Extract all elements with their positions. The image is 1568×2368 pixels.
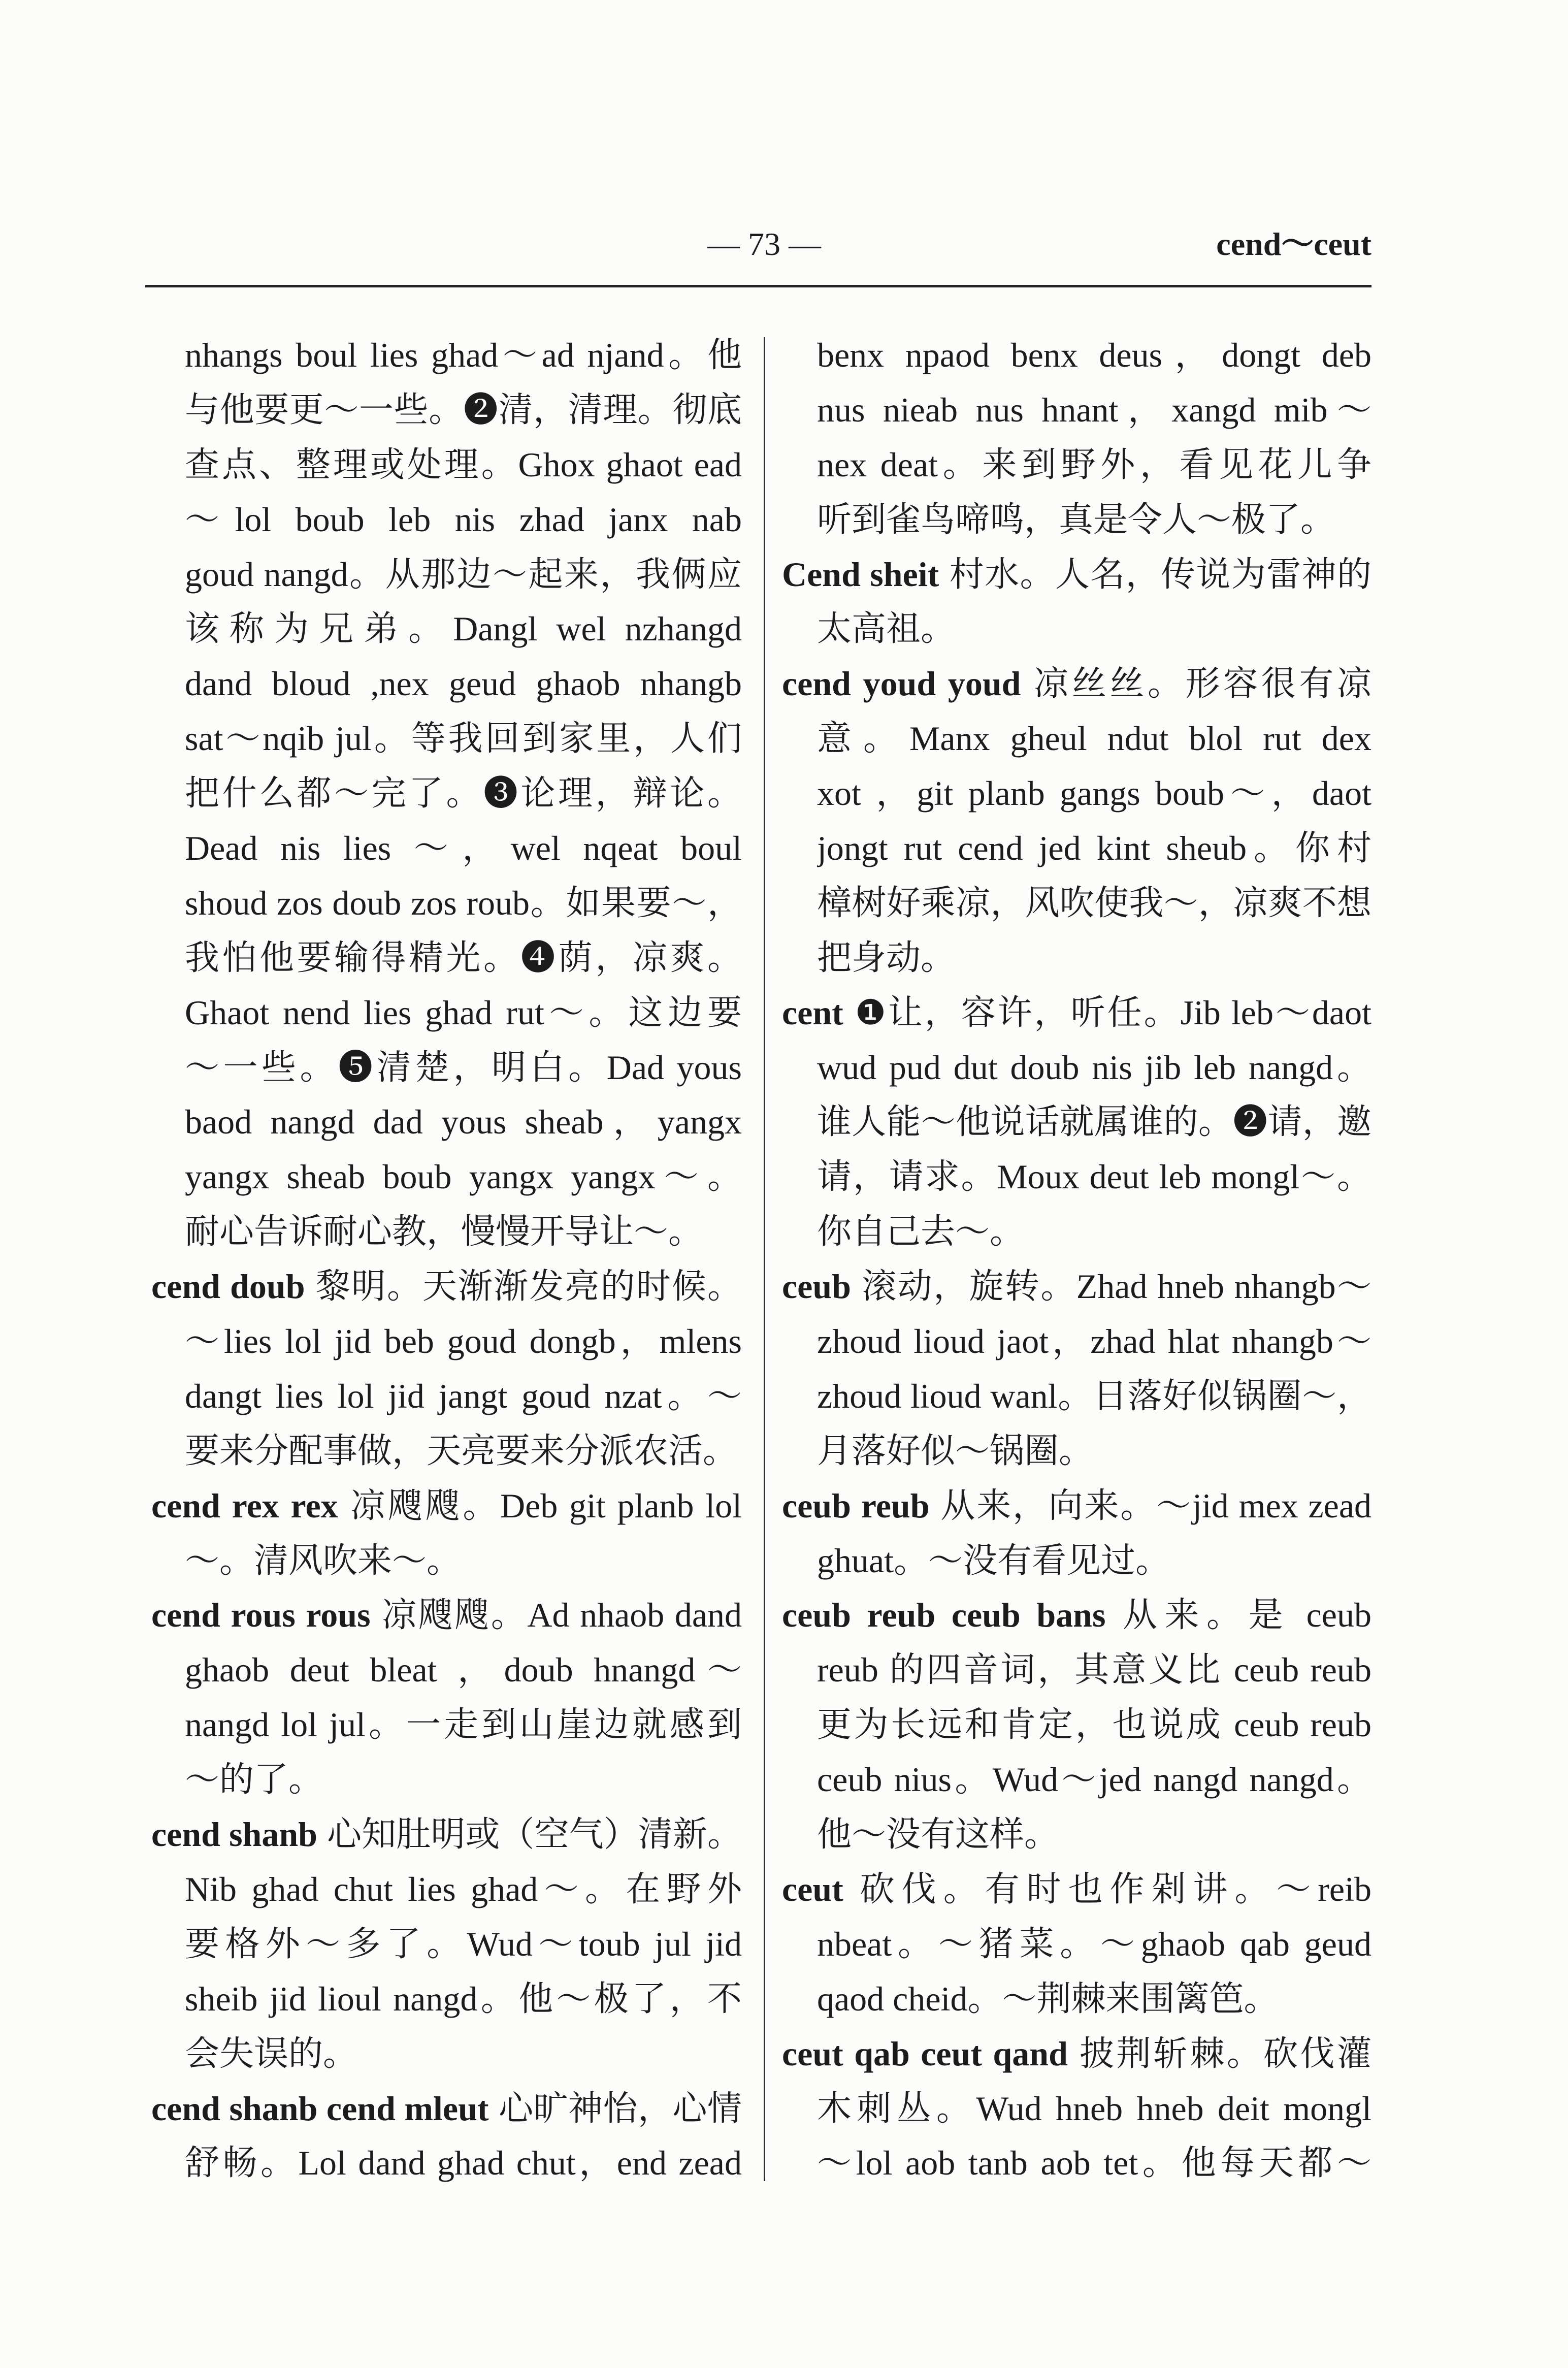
entry-line bbox=[817, 438, 1371, 493]
entry-line bbox=[185, 1534, 742, 1588]
entry-line bbox=[817, 1643, 1371, 1698]
entry-text: ghuat。～没有看见过。 bbox=[817, 1541, 1170, 1580]
entry-line bbox=[817, 1972, 1371, 2027]
entry-text: 把什么都～完了。❸论理，辩论。 bbox=[185, 774, 742, 813]
dictionary-entry bbox=[151, 1588, 742, 1807]
entry-line bbox=[782, 547, 1371, 602]
entry-line bbox=[185, 821, 742, 876]
entry-text: 村水。人名，传说为雷神的 bbox=[949, 555, 1371, 594]
entry-line bbox=[185, 2136, 742, 2191]
dictionary-entry bbox=[817, 328, 1371, 547]
entry-line bbox=[185, 876, 742, 931]
entry-text: sheib jid lioul nangd。他～极了，不 bbox=[185, 1979, 742, 2018]
entry-headword: cend rous rous bbox=[151, 1596, 371, 1635]
entry-line bbox=[185, 493, 742, 547]
column-right bbox=[782, 328, 1371, 2191]
entry-text: ghaob deut bleat ，doub hnangd～ bbox=[185, 1650, 742, 1690]
entry-line bbox=[185, 1150, 742, 1205]
column-left bbox=[151, 328, 742, 2191]
entry-text: xot ，git planb gangs boub～，daot bbox=[817, 774, 1371, 813]
entry-line bbox=[817, 1314, 1371, 1369]
entry-text: nhangs boul lies ghad～ad njand。他 bbox=[185, 336, 742, 374]
entry-text: qaod cheid。～荆棘来围篱笆。 bbox=[817, 1979, 1279, 2018]
entry-line bbox=[817, 931, 1371, 986]
entry-line bbox=[151, 1807, 742, 1862]
entry-line bbox=[817, 383, 1371, 438]
entry-line bbox=[782, 1259, 1371, 1314]
entry-text: 听到雀鸟啼鸣，真是令人～极了。 bbox=[817, 500, 1335, 539]
entry-headword: cent bbox=[782, 993, 843, 1032]
entry-text: 更为长远和肯定，也说成 ceub reub bbox=[817, 1705, 1371, 1744]
entry-line bbox=[817, 493, 1371, 547]
dictionary-entry bbox=[782, 986, 1371, 1259]
entry-headword: cend doub bbox=[151, 1267, 305, 1306]
entry-headword: ceut qab ceut qand bbox=[782, 2034, 1068, 2073]
entry-line bbox=[185, 986, 742, 1041]
entry-line bbox=[817, 1041, 1371, 1095]
entry-line bbox=[185, 657, 742, 711]
entry-text: 砍伐。有时也作剁讲。～reib bbox=[853, 1869, 1371, 1908]
dictionary-entry bbox=[151, 2082, 742, 2191]
entry-line bbox=[185, 1424, 742, 1479]
entry-text: 查点、整理或处理。Ghox ghaot ead bbox=[185, 445, 742, 484]
entry-line bbox=[782, 2027, 1371, 2082]
entry-headword: ceub reub bbox=[782, 1486, 930, 1525]
entry-line bbox=[151, 1588, 742, 1643]
entry-text: ～lies lol jid beb goud dongb，mlens bbox=[185, 1322, 742, 1361]
entry-text: ～lol aob tanb aob tet。他每天都～ bbox=[817, 2144, 1371, 2183]
column-divider bbox=[764, 337, 765, 2181]
entry-line bbox=[185, 1753, 742, 1807]
dictionary-entry bbox=[151, 1807, 742, 2081]
dictionary-entry bbox=[782, 1259, 1371, 1479]
entry-text: sat～nqib jul。等我回到家里，人们 bbox=[185, 719, 742, 758]
entry-line bbox=[185, 438, 742, 493]
entry-line bbox=[817, 1698, 1371, 1753]
entry-text: ceub nius。Wud～jed nangd nangd。 bbox=[817, 1760, 1371, 1799]
entry-text: 凉飕飕。Ad nhaob dand bbox=[380, 1596, 742, 1635]
entry-text: 意。Manx gheul ndut blol rut dex bbox=[817, 719, 1371, 758]
entry-text: 从来。是 ceub bbox=[1115, 1596, 1371, 1635]
header-rule bbox=[145, 285, 1371, 287]
entry-text: 月落好似～锅圈。 bbox=[817, 1431, 1094, 1470]
entry-text: benx npaod benx deus，dongt deb bbox=[817, 336, 1371, 374]
entry-line bbox=[185, 328, 742, 383]
entry-headword: ceub bbox=[782, 1267, 851, 1306]
entry-text: 会失误的。 bbox=[185, 2034, 358, 2073]
entry-text: 木刺丛。Wud hneb hneb deit mongl bbox=[817, 2089, 1371, 2128]
entry-text: ❶让，容许，听任。Jib leb～daot bbox=[853, 993, 1371, 1032]
entry-text: wud pud dut doub nis jib leb nangd。 bbox=[817, 1048, 1371, 1087]
entry-line bbox=[782, 657, 1371, 711]
entry-text: 从来，向来。～jid mex zead bbox=[939, 1486, 1371, 1525]
entry-text: dand bloud ,nex geud ghaob nhangb bbox=[185, 664, 742, 703]
entry-line bbox=[185, 1862, 742, 1917]
entry-headword: cend youd youd bbox=[782, 664, 1021, 703]
entry-text: nangd lol jul。一走到山崖边就感到 bbox=[185, 1705, 742, 1744]
entry-text: 心旷神怡，心情 bbox=[498, 2089, 742, 2128]
entry-line bbox=[817, 328, 1371, 383]
entry-text: 该称为兄弟。Dangl wel nzhangd bbox=[185, 609, 742, 648]
running-head: cend～ceut bbox=[1216, 226, 1371, 262]
entry-line bbox=[185, 766, 742, 821]
entry-text: zhoud lioud jaot，zhad hlat nhangb～ bbox=[817, 1322, 1371, 1361]
entry-text: 你自己去～。 bbox=[817, 1212, 1025, 1251]
entry-line bbox=[817, 1369, 1371, 1424]
dictionary-entry bbox=[782, 1862, 1371, 2027]
entry-line bbox=[817, 1205, 1371, 1259]
entry-text: dangt lies lol jid jangt goud nzat。～ bbox=[185, 1376, 742, 1415]
entry-text: 太高祖。 bbox=[817, 609, 956, 648]
entry-text: 舒畅。Lol dand ghad chut，end zead bbox=[185, 2144, 742, 2183]
entry-line bbox=[782, 986, 1371, 1041]
dictionary-entry bbox=[151, 1479, 742, 1588]
entry-text: ～一些。❺清楚，明白。Dad yous bbox=[185, 1048, 742, 1087]
entry-text: yangx sheab boub yangx yangx～。 bbox=[185, 1157, 742, 1196]
entry-headword: ceut bbox=[782, 1869, 843, 1908]
dictionary-entry bbox=[782, 2027, 1371, 2191]
entry-line bbox=[817, 1150, 1371, 1205]
entry-line bbox=[185, 1041, 742, 1095]
entry-text: 凉丝丝。形容很有凉 bbox=[1030, 664, 1371, 703]
entry-text: 心知肚明或（空气）清新。 bbox=[327, 1815, 742, 1854]
entry-line bbox=[817, 876, 1371, 931]
entry-line bbox=[817, 821, 1371, 876]
entry-line bbox=[817, 2136, 1371, 2191]
entry-line bbox=[782, 1588, 1371, 1643]
entry-text: goud nangd。从那边～起来，我俩应 bbox=[185, 555, 742, 594]
entry-text: jongt rut cend jed kint sheub。你村 bbox=[817, 829, 1371, 868]
entry-line bbox=[817, 1917, 1371, 1972]
entry-text: shoud zos doub zos roub。如果要～， bbox=[185, 883, 742, 922]
entry-text: nus nieab nus hnant，xangd mib～ bbox=[817, 390, 1371, 429]
entry-line bbox=[817, 1424, 1371, 1479]
entry-text: nbeat。～猪菜。～ghaob qab geud bbox=[817, 1924, 1371, 1963]
entry-headword: cend shanb cend mleut bbox=[151, 2089, 489, 2128]
entry-text: 把身动。 bbox=[817, 938, 956, 977]
entry-text: 黎明。天渐渐发亮的时候。 bbox=[314, 1267, 742, 1306]
entry-line bbox=[185, 2027, 742, 2082]
entry-line bbox=[185, 1643, 742, 1698]
entry-text: 请，请求。Moux deut leb mongl～。 bbox=[817, 1157, 1371, 1196]
entry-text: Nib ghad chut lies ghad～。在野外 bbox=[185, 1869, 742, 1908]
entry-line bbox=[185, 931, 742, 986]
entry-text: ～。清风吹来～。 bbox=[185, 1541, 462, 1580]
entry-text: 谁人能～他说话就属谁的。❷请，邀 bbox=[817, 1102, 1371, 1142]
dictionary-entry bbox=[782, 657, 1371, 985]
entry-line bbox=[782, 1862, 1371, 1917]
entry-text: 凉飕飕。Deb git planb lol bbox=[347, 1486, 742, 1525]
entry-text: Dead nis lies ～，wel nqeat boul bbox=[185, 829, 742, 868]
entry-line bbox=[817, 602, 1371, 657]
entry-text: ～lol boub leb nis zhad janx nab bbox=[185, 500, 742, 539]
entry-headword: cend rex rex bbox=[151, 1486, 338, 1525]
entry-text: zhoud lioud wanl。日落好似锅圈～， bbox=[817, 1376, 1371, 1415]
entry-text: 披荆斩棘。砍伐灌 bbox=[1077, 2034, 1371, 2073]
entry-line bbox=[817, 1534, 1371, 1588]
entry-line bbox=[185, 1205, 742, 1259]
dictionary-entry bbox=[782, 1479, 1371, 1588]
entry-text: 要来分配事做，天亮要来分派农活。 bbox=[185, 1431, 738, 1470]
entry-text: nex deat。来到野外，看见花儿争 bbox=[817, 445, 1371, 484]
entry-headword: Cend sheit bbox=[782, 555, 939, 594]
entry-line bbox=[817, 1753, 1371, 1807]
entry-line bbox=[185, 602, 742, 657]
entry-line bbox=[185, 1369, 742, 1424]
entry-text: 我怕他要输得精光。❹荫，凉爽。 bbox=[185, 938, 742, 977]
entry-text: 要格外～多了。Wud～toub jul jid bbox=[185, 1924, 742, 1963]
entry-headword: cend shanb bbox=[151, 1815, 317, 1854]
entry-line bbox=[817, 1095, 1371, 1150]
entry-headword: ceub reub ceub bans bbox=[782, 1596, 1106, 1635]
entry-text: ～的了。 bbox=[185, 1760, 323, 1799]
entry-line bbox=[185, 383, 742, 438]
entry-line bbox=[185, 1917, 742, 1972]
entry-line bbox=[817, 711, 1371, 766]
page-number: — 73 — bbox=[707, 226, 821, 262]
entry-line bbox=[151, 1479, 742, 1534]
entry-line bbox=[151, 1259, 742, 1314]
entry-line bbox=[185, 1698, 742, 1753]
entry-line bbox=[817, 766, 1371, 821]
entry-text: reub 的四音词，其意义比 ceub reub bbox=[817, 1650, 1371, 1690]
dictionary-entry bbox=[782, 547, 1371, 657]
entry-text: 与他要更～一些。❷清，清理。彻底 bbox=[185, 390, 742, 429]
entry-line bbox=[817, 2082, 1371, 2136]
entry-line bbox=[185, 1314, 742, 1369]
dictionary-entry bbox=[151, 1259, 742, 1479]
entry-line bbox=[185, 1095, 742, 1150]
entry-text: Ghaot nend lies ghad rut～。这边要 bbox=[185, 993, 742, 1032]
dictionary-entry bbox=[782, 1588, 1371, 1862]
dictionary-entry bbox=[185, 328, 742, 1259]
entry-line bbox=[185, 711, 742, 766]
entry-line bbox=[151, 2082, 742, 2136]
entry-text: 他～没有这样。 bbox=[817, 1815, 1059, 1854]
entry-line bbox=[817, 1807, 1371, 1862]
entry-text: baod nangd dad yous sheab，yangx bbox=[185, 1102, 742, 1142]
entry-text: 樟树好乘凉，风吹使我～，凉爽不想 bbox=[817, 883, 1371, 922]
entry-text: 耐心告诉耐心教，慢慢开导让～。 bbox=[185, 1212, 703, 1251]
entry-line bbox=[185, 1972, 742, 2027]
entry-line bbox=[185, 547, 742, 602]
entry-text: 滚动，旋转。Zhad hneb nhangb～ bbox=[861, 1267, 1371, 1306]
entry-line bbox=[782, 1479, 1371, 1534]
